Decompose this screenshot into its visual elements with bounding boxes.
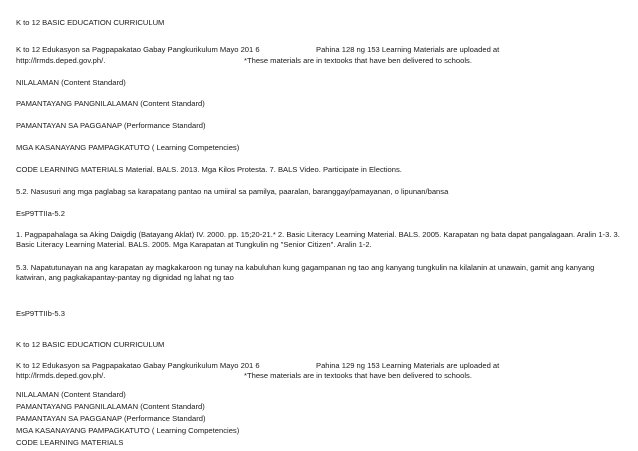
- materials-note: *These materials are in textooks that have ben delivered to schools.: [244, 56, 472, 65]
- source-line: K to 12 Edukasyon sa Pagpapakatao Gabay Pangkurikulum Mayo 201 6: [16, 45, 260, 54]
- learning-competencies-label-2: MGA KASANAYANG PAMPAGKATUTO ( Learning Competencies): [16, 426, 240, 435]
- curriculum-heading: K to 12 BASIC EDUCATION CURRICULUM: [16, 18, 165, 27]
- competency-5-2: 5.2. Nasusuri ang mga paglabag sa karapatang pantao na umiiral sa pamilya, paaralan, baranggay/pamayanan, o lipunan/bansa: [16, 187, 449, 196]
- pamantayang-pangnilalaman-label: PAMANTAYANG PANGNILALAMAN (Content Standard): [16, 99, 205, 108]
- curriculum-heading-2: K to 12 BASIC EDUCATION CURRICULUM: [16, 340, 165, 349]
- competency-code-5-3: EsP9TTIIb-5.3: [16, 309, 65, 318]
- learning-competencies-label: MGA KASANAYANG PAMPAGKATUTO ( Learning Competencies): [16, 143, 240, 152]
- source-line-2: K to 12 Edukasyon sa Pagpapakatao Gabay Pangkurikulum Mayo 201 6: [16, 361, 260, 370]
- pamantayan-sa-pagganap-label-2: PAMANTAYAN SA PAGGANAP (Performance Standard): [16, 414, 206, 423]
- code-learning-materials-line-2: CODE LEARNING MATERIALS: [16, 438, 124, 447]
- pamantayang-pangnilalaman-label-2: PAMANTAYANG PANGNILALAMAN (Content Standard): [16, 402, 205, 411]
- page-number-line: Pahina 128 ng 153 Learning Materials are uploaded at: [316, 45, 500, 54]
- lrmds-link-2[interactable]: http://lrmds.deped.gov.ph/.: [16, 371, 106, 380]
- nilalaman-label-2: NILALAMAN (Content Standard): [16, 390, 126, 399]
- references-paragraph: 1. Pagpapahalaga sa Aking Daigdig (Batayang Aklat) IV. 2000. pp. 15;20-21.* 2. Basic Literacy Learning Material. BALS. 2005. Karapatan ng bata dapat pangalagaan. Aralin 1-3. 3. Basic Literacy Learning Material. BALS. 2005. Mga Karapatan at Tungkulin ng "Senior Citizen". Aralin 1-2.: [16, 230, 620, 249]
- competency-5-3: 5.3. Napatutunayan na ang karapatan ay magkakaroon ng tunay na kabuluhan kung gagampanan ng tao ang kanyang tungkulin na kilalanin at unawain, gamit ang kanyang katwiran, ang pagkakapantay-pantay ng dignidad ng lahat ng tao: [16, 263, 595, 282]
- pamantayan-sa-pagganap-label: PAMANTAYAN SA PAGGANAP (Performance Standard): [16, 121, 206, 130]
- code-learning-materials-line: CODE LEARNING MATERIALS Material. BALS. 2013. Mga Kilos Protesta. 7. BALS Video. Participate in Elections.: [16, 165, 402, 174]
- materials-note-2: *These materials are in textooks that have ben delivered to schools.: [244, 371, 472, 380]
- nilalaman-label: NILALAMAN (Content Standard): [16, 78, 126, 87]
- competency-code-5-2: EsP9TTIIa-5.2: [16, 209, 65, 218]
- lrmds-link[interactable]: http://lrmds.deped.gov.ph/.: [16, 56, 106, 65]
- page-number-line-2: Pahina 129 ng 153 Learning Materials are uploaded at: [316, 361, 500, 370]
